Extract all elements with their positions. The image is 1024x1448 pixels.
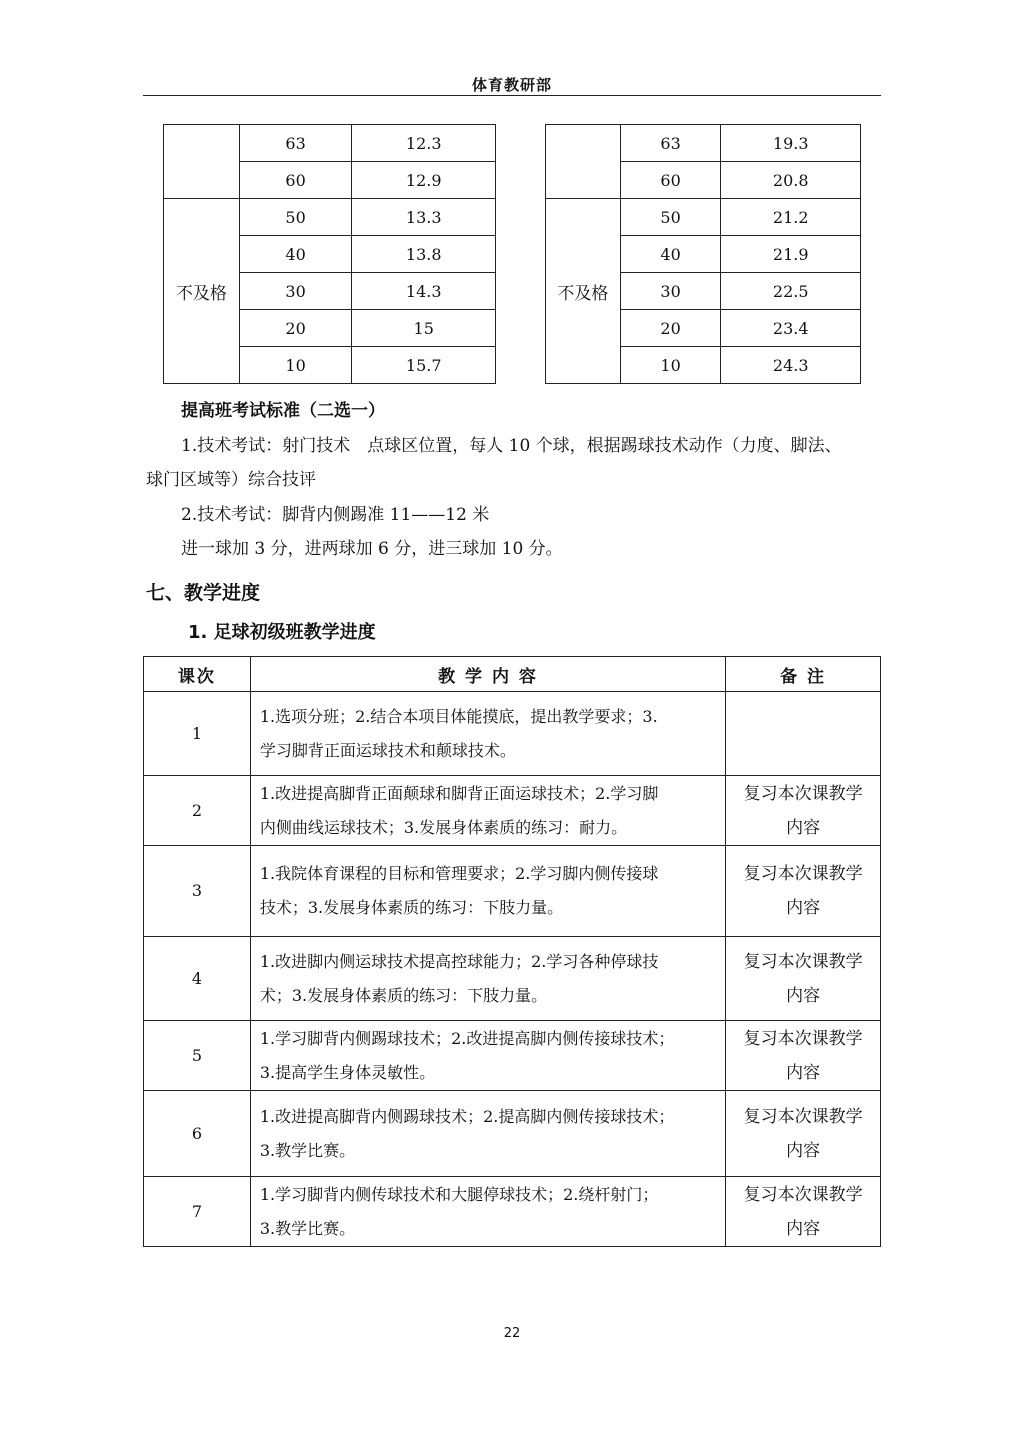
lesson-note <box>726 846 881 937</box>
lesson-number: 1 <box>144 692 251 776</box>
note-line: 复习本次课教学 <box>743 864 863 884</box>
lesson-note <box>726 937 881 1021</box>
score-cell: 60 <box>239 162 352 199</box>
value-cell: 12.3 <box>352 125 496 162</box>
table-row <box>144 776 881 846</box>
lesson-number: 3 <box>144 846 251 937</box>
grade-cell-fail: 不及格 <box>164 199 240 384</box>
table-row <box>144 692 881 776</box>
note-line: 内容 <box>786 817 821 838</box>
section-title: 七、教学进度 <box>146 582 261 604</box>
grade-cell-fail: 不及格 <box>546 199 621 384</box>
section-subtitle: 1. 足球初级班教学进度 <box>188 622 376 643</box>
table-row <box>144 1177 881 1247</box>
table-row <box>144 1021 881 1091</box>
page-header-title: 体育教研部 <box>471 76 552 94</box>
note-line: 内容 <box>786 1140 821 1161</box>
content-line: 技术；3.发展身体素质的练习：下肢力量。 <box>259 898 564 917</box>
content-line: 1.选项分班；2.结合本项目体能摸底，提出教学要求；3. <box>259 706 658 726</box>
lesson-content <box>250 846 725 937</box>
content-line: 1.改进脚内侧运球技术提高控球能力；2.学习各种停球技 <box>259 951 659 971</box>
advanced-item2: 2.技术考试：脚背内侧踢准 11——12 米 <box>181 505 490 525</box>
grade-cell-empty <box>164 125 240 199</box>
lesson-number: 4 <box>144 937 251 1021</box>
content-line: 3.教学比赛。 <box>259 1140 356 1160</box>
content-line: 1.学习脚背内侧传球技术和大腿停球技术；2.绕杆射门； <box>259 1184 659 1204</box>
lesson-content <box>250 776 725 846</box>
table-row <box>144 937 881 1021</box>
score-cell: 30 <box>239 273 352 310</box>
lesson-note <box>726 1177 881 1247</box>
content-line: 内侧曲线运球技术；3.发展身体素质的练习：耐力。 <box>259 817 628 837</box>
content-line: 学习脚背正面运球技术和颠球技术。 <box>259 740 516 760</box>
table-row <box>164 199 496 236</box>
lesson-number: 5 <box>144 1021 251 1091</box>
table-row <box>546 125 861 162</box>
value-cell: 24.3 <box>721 347 861 384</box>
content-line: 3.提高学生身体灵敏性。 <box>259 1062 436 1082</box>
table-header-row <box>144 657 881 692</box>
lesson-note <box>726 692 881 776</box>
header-content: 教 学 内 容 <box>250 657 725 692</box>
score-cell: 63 <box>620 125 721 162</box>
table-row <box>546 199 861 236</box>
value-cell: 14.3 <box>352 273 496 310</box>
score-cell: 60 <box>620 162 721 199</box>
value-cell: 19.3 <box>721 125 861 162</box>
value-cell: 23.4 <box>721 310 861 347</box>
score-table-right <box>545 124 861 384</box>
lesson-number: 6 <box>144 1091 251 1177</box>
lesson-content <box>250 1021 725 1091</box>
header-divider <box>143 95 881 96</box>
header-note: 备 注 <box>726 657 881 692</box>
note-line: 内容 <box>786 898 821 918</box>
advanced-item1-line1: 1.技术考试：射门技术 点球区位置，每人 10 个球，根据踢球技术动作（力度、脚法、 <box>181 436 842 456</box>
score-table-left <box>163 124 496 384</box>
value-cell: 13.8 <box>352 236 496 273</box>
advanced-item1-line2: 球门区域等）综合技评 <box>146 470 316 490</box>
content-line: 1.改进提高脚背内侧踢球技术；2.提高脚内侧传接球技术； <box>259 1106 675 1126</box>
value-cell: 21.9 <box>721 236 861 273</box>
score-cell: 63 <box>239 125 352 162</box>
score-cell: 30 <box>620 273 721 310</box>
header-lesson: 课次 <box>144 657 251 692</box>
table-row <box>144 846 881 937</box>
value-cell: 15.7 <box>352 347 496 384</box>
lesson-content <box>250 1091 725 1177</box>
lesson-number: 7 <box>144 1177 251 1247</box>
note-line: 复习本次课教学 <box>743 951 863 972</box>
value-cell: 12.9 <box>352 162 496 199</box>
content-line: 3.教学比赛。 <box>259 1218 356 1238</box>
note-line: 复习本次课教学 <box>743 1028 863 1049</box>
score-cell: 20 <box>239 310 352 347</box>
content-line: 术；3.发展身体素质的练习：下肢力量。 <box>259 985 548 1005</box>
progress-table <box>143 656 881 1247</box>
note-line: 复习本次课教学 <box>743 1106 863 1127</box>
table-row <box>164 125 496 162</box>
score-cell: 20 <box>620 310 721 347</box>
score-cell: 50 <box>239 199 352 236</box>
value-cell: 22.5 <box>721 273 861 310</box>
table-row <box>144 1091 881 1177</box>
lesson-content <box>250 1177 725 1247</box>
note-line: 内容 <box>786 1218 821 1239</box>
advanced-heading: 提高班考试标准（二选一） <box>181 401 385 421</box>
lesson-note <box>726 1021 881 1091</box>
score-cell: 10 <box>239 347 352 384</box>
grade-cell-empty <box>546 125 621 199</box>
content-line: 1.我院体育课程的目标和管理要求；2.学习脚内侧传接球 <box>259 864 659 883</box>
score-cell: 50 <box>620 199 721 236</box>
note-line: 复习本次课教学 <box>743 783 863 804</box>
content-line: 1.改进提高脚背正面颠球和脚背正面运球技术；2.学习脚 <box>259 783 659 803</box>
lesson-note <box>726 776 881 846</box>
advanced-bonus: 进一球加 3 分，进两球加 6 分，进三球加 10 分。 <box>181 539 563 559</box>
value-cell: 13.3 <box>352 199 496 236</box>
value-cell: 15 <box>352 310 496 347</box>
score-cell: 10 <box>620 347 721 384</box>
lesson-content <box>250 692 725 776</box>
note-line: 内容 <box>786 1062 821 1083</box>
lesson-note <box>726 1091 881 1177</box>
lesson-content <box>250 937 725 1021</box>
content-line: 1.学习脚背内侧踢球技术；2.改进提高脚内侧传接球技术； <box>259 1028 675 1048</box>
score-cell: 40 <box>620 236 721 273</box>
note-line: 复习本次课教学 <box>743 1184 863 1205</box>
value-cell: 21.2 <box>721 199 861 236</box>
note-line: 内容 <box>786 985 821 1006</box>
lesson-number: 2 <box>144 776 251 846</box>
value-cell: 20.8 <box>721 162 861 199</box>
score-cell: 40 <box>239 236 352 273</box>
page-number: 22 <box>503 1326 521 1341</box>
